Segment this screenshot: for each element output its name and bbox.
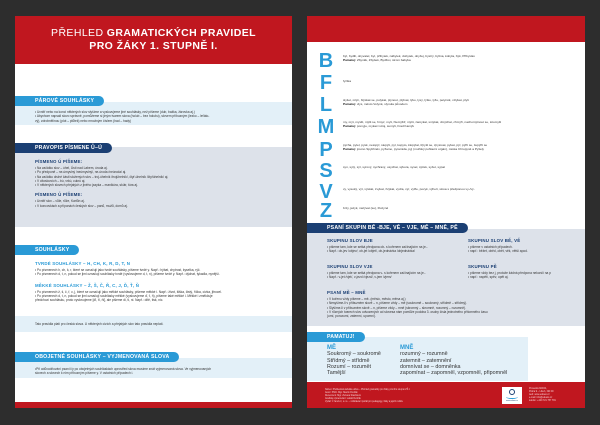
remember-text: jméno Spytihněv, pyžamo, pyramida, pyj (mužský pohlavní orgán), města Chropyně a Pyšely	[356, 147, 484, 152]
text-line: •Při odůvodňování psaní i/y po obojetných souhláskách uprostřed slova musíme znát vyjmenovaná slova. Ve vyjmenovaných	[35, 367, 212, 371]
text-line: • V koncovkách a příponách českých slov – panů, mužů, domů aj.	[35, 203, 128, 208]
text-line: • V kořenu vždy píšeme – mě- (měsíc, město, měna aj.)	[327, 297, 406, 301]
contact-line: Prosecká 824/24,	[529, 388, 547, 390]
contact-line: e-mail: info@eduwo.cz	[529, 397, 553, 399]
credit-line: Název: Přehledová tabulka učiva – Přehled gramatiky pro žáky prvního stupně ZŠ I.	[325, 389, 411, 391]
text-line: • Po předponě – ne-úmyslný /neúmyslný/, ne-úroda /neúroda/ aj.	[35, 170, 127, 175]
remember-label: Pamatuj:	[343, 124, 357, 129]
group-block-pe	[468, 264, 583, 280]
text-lines	[327, 271, 447, 280]
group-block-bje	[327, 238, 447, 254]
text-lines	[468, 271, 583, 280]
big-letter: F	[319, 72, 333, 94]
group-block-vje	[327, 264, 447, 280]
letter-row-f	[317, 73, 577, 93]
pamatuj-item: Tamější	[327, 370, 346, 377]
words-line: pýcha, pytel, pysk, netopýr, slepýš, pyl, kopyto, klopýtat, třpytit se, zpytovat, pykat, pýr, pýřit se, čepýřit se	[343, 143, 488, 147]
big-letter: M	[317, 116, 335, 138]
subheading: SKUPINU PĚ	[468, 264, 497, 269]
text-line: • V citoslovcích – bú, vrkú, cukrú aj.	[35, 178, 86, 183]
letter-row-p	[317, 140, 577, 160]
contact-line: telefon: +420 721 757 781	[529, 400, 556, 402]
section-heading-groups: PSANÍ SKUPIN BĚ -BJE, VĚ – VJE, MĚ – MNĚ, PĚ	[307, 223, 468, 233]
pamatuj-item: domnívat se – domněnka	[400, 363, 461, 370]
subheading: SKUPINU SLOV BJE	[327, 238, 373, 243]
letter-words: syn, sytý, sýr, syrový, sychravý, usychat, sýkora, sysel, sýček, syčet, sypat	[343, 165, 445, 169]
subheading: SKUPINU SLOV BĚ, VĚ	[468, 238, 521, 243]
column-heading: MĚ	[327, 345, 336, 351]
text-line: • Na začátku slov – úhel, Ústí nad Labem, úroda aj.	[35, 166, 108, 170]
pamatuj-col-me	[327, 345, 381, 376]
contact-line: Praha 9 – Libeň, 190 00	[529, 391, 554, 393]
footer	[307, 382, 585, 408]
text-lines	[35, 268, 282, 277]
note-text: Tato pravidla platí pro česká slova. U některých cizích a přejatých slov tato pravidla neplatí.	[35, 322, 164, 326]
text-line: • píšeme tam, kde se setká předpona ob- s kořenem začínajícím na je-.	[327, 245, 428, 249]
title-band	[15, 16, 292, 64]
letter-row-z	[317, 201, 577, 221]
subheading: MĚKKÉ SOUHLÁSKY – Ž, Š, Č, Ř, C, J, Ď, Ť, Ň	[35, 282, 140, 288]
letter-words: vy, vysoký, výt, výskat, zvykat, žvýkat, vydra, výr, vyžle, povyk, výheň, slova s předponou vy-/vý-	[343, 187, 475, 191]
title-light: PŘEHLED	[51, 27, 107, 39]
pamatuj-panel	[307, 337, 528, 381]
text-line: • V různých tvarech slov odvozených od slovesa nám pomůže podoba 3. osoby čísla jednotného přítomného času	[327, 309, 488, 314]
text-line: • např.: běžet, oběd, obět, věk, větší apod.	[468, 249, 528, 254]
subheading: PSANÍ MĚ – MNĚ	[327, 290, 366, 295]
poster-page-right	[307, 16, 585, 408]
text-line: • Po písmenech h, ch, k, r, které se označují jako tvrdé souhlásky, píšeme tvrdé y. Např.: hýbat, chytrost, kyselka, rýč.	[35, 268, 201, 272]
text-lines	[327, 297, 577, 318]
text-lines	[468, 245, 583, 254]
letter-words	[343, 98, 577, 107]
remember-line	[343, 124, 577, 128]
words-line: být, bydlit, obyvatel, byt, příbytek, nábytek, dobytek, obyčej, bystrý, bylina, kobyla, býk, Přibyslav	[343, 54, 475, 58]
letter-row-s	[317, 161, 577, 181]
text-line: • Po písmenech ž, š, č, ř, c, j, které se označují jako měkké souhlásky, píšeme měkké i. Např.: život, šiška, čistý, říčka, cívka, jitrocel.	[35, 289, 222, 294]
remember-line	[343, 58, 577, 62]
pamatuj-item: rozumný – rozumně	[400, 351, 448, 358]
text-line: • Abychom napsali slovo správně, pomůžeme si jiným tvarem slova (holub – bez holubu), slovem příbuzným (lezko – leťáto-	[35, 114, 210, 119]
section-heading-pravopis: PRAVOPIS PÍSMENE Ů–Ú	[15, 143, 112, 153]
footer-credits	[325, 389, 410, 404]
text-lines	[327, 245, 447, 254]
pamatuj-item: Rozumí – rozumět	[327, 363, 372, 370]
letter-row-m	[317, 117, 577, 137]
parove-text	[35, 110, 282, 123]
words-line: my, mýt, myslit, mýlit se, hmyz, myš, hlemýžď, mýtit, zamykat, smýkat, dmýchat, chmýří, nachomýtnout se, Litomyšl	[343, 120, 502, 124]
credit-line: Autor: PhDr. Mgr. Martin Dvořák	[325, 392, 358, 394]
text-line: • píšeme vždy bez j, protože žádná předpona nekončí na p	[468, 271, 551, 275]
section-heading-pamatuj: PAMATUJ!	[307, 332, 365, 342]
note-panel	[15, 316, 292, 332]
subheading: TVRDÉ SOUHLÁSKY – H, CH, K, R, D, T, N	[35, 261, 131, 266]
remember-text: pomyje, mykací stroj, sumýš, hrad Kamýk	[356, 124, 415, 129]
remember-text: Zbyněk, Zbyšek, Bydžov, strom babyka	[356, 58, 411, 63]
section-heading-parove: PÁROVÉ SOUHLÁSKY	[15, 96, 104, 106]
text-line: • Po písmenech d, t, n, pokud se jimi označují souhlásky měkké (vyslovujeme ď, ť, ň), píšeme také měkké i. Měkké i změkčuje	[35, 293, 213, 298]
remember-label: Pamatuj:	[343, 102, 357, 107]
text-line: • Nesyšíme-li v příbuzném slově – n, píšeme vždy – mě (soukromě – soukromý, střídmě – střídmý).	[327, 301, 467, 306]
bottom-bar	[15, 402, 292, 408]
text-line: (umí, porozumí, zatemní, upomní).	[327, 314, 376, 319]
pamatuj-item: zapomínat – zapomněl, vzpomněl, připomněl	[400, 370, 508, 377]
pamatuj-item: zatemnit – zatemnění	[400, 357, 452, 364]
text-line: předchozí souhlásku, proto vyslovujeme [ďi, ťi, ňi], ale píšeme di, ti, ni. Např.: dítě, tisk, nic.	[35, 298, 164, 303]
text-line: • píšeme tam, kde se setká předpona v- s kořenem začínajícím na je-.	[327, 271, 426, 275]
big-letter: B	[318, 50, 334, 72]
remember-label: Pamatuj:	[343, 58, 357, 63]
text-line: • např.: napětí, spěv, opět aj.	[468, 275, 509, 280]
text-line: • Např.: ob-jev /objev/, ob-jet /objet/, ob-jednávka /objednávka/	[327, 249, 415, 254]
text-lines	[35, 166, 282, 187]
subheading: PÍSMENO Ů PÍŠEME:	[35, 192, 83, 198]
text-line: • píšeme v ostatních případech.	[468, 245, 513, 249]
text-line: • V některých slovech přejatých z jiného jazyka – manikúra, skútr, túra aj.	[35, 183, 138, 188]
letter-row-l	[317, 95, 577, 115]
text-lines	[35, 199, 282, 208]
text-line: • Uvnitř slov – vůle, růže, Kartůn aj.	[35, 199, 85, 204]
publisher-logo	[502, 387, 522, 404]
pamatuj-item: Střídmý – střídmě	[327, 357, 370, 364]
subheading: PÍSMENO Ú PÍŠEME:	[35, 159, 83, 164]
poster-page-left	[15, 16, 292, 408]
page-title-line-1	[51, 27, 256, 40]
obojetne-text	[35, 367, 282, 376]
letter-row-v	[317, 182, 577, 202]
letter-words: brzy, jazyk, nazývat (se), Ruzyně	[343, 206, 389, 210]
contact-line: web: www.eduwo.cz	[529, 394, 550, 396]
pamatuj-col-mne	[400, 345, 507, 376]
title-bold: GRAMATICKÝCH PRAVIDEL	[106, 27, 256, 39]
credit-line: Vydal: © fand.cz, s.r.o. – vzdělávací portál pro pedagogy, žáky a jejich rodiče	[325, 401, 403, 403]
group-block-be-ve	[468, 238, 583, 254]
logo-url: www.eduwo.cz	[506, 400, 518, 403]
letter-words	[343, 120, 577, 129]
big-letter: V	[319, 181, 333, 203]
text-lines	[35, 290, 282, 303]
letter-row-b	[317, 51, 577, 71]
remember-label: Pamatuj:	[343, 147, 357, 152]
pamatuj-item: Soukromý – soukromě	[327, 351, 381, 358]
page-title-line-2: PRO ŽÁKY 1. STUPNĚ I.	[89, 40, 218, 52]
footer-contact	[529, 388, 556, 403]
top-band	[307, 16, 585, 42]
text-line: • Na začátku druhé části složených slov – troj-úhelník /trojúhelník/, čtyř-úhelník /čtyřúhelník/ aj.	[35, 174, 169, 179]
words-line: slyšet, mlýn, blýskat se, polykat, plynout, plýtvat, lýko, lysý, lýtko, lyže, pelyněk, vzlykat, plyš	[343, 98, 469, 102]
section-heading-souhlasky: SOUHLÁSKY	[15, 245, 79, 255]
letter-words: fyzika	[343, 79, 351, 83]
letter-words	[343, 143, 577, 152]
remember-line	[343, 102, 577, 106]
text-line: • Uvnitř nebo na konci některých slov slyšíme a vyslovujeme jiné souhlásky, než píšeme (dub, bažka, žárovka aj.)	[35, 110, 195, 114]
souhlasky-block	[35, 261, 282, 302]
group-block-me-mne	[327, 290, 577, 318]
text-line: • Např.: v-jet /vjet/, v-jezd /vjezd/, v-jem /vjem/	[327, 275, 392, 280]
column-heading: MNĚ	[400, 345, 414, 351]
big-letter: S	[319, 160, 333, 182]
big-letter: P	[319, 139, 333, 161]
section-heading-obojetne: OBOJETNÉ SOUHLÁSKY – VYJMENOVANÁ SLOVA	[15, 352, 179, 362]
subheading: SKUPINU SLOV VJE	[327, 264, 373, 269]
credit-line: Recenzent: Mgr. Zuzana Slavíková	[325, 395, 361, 397]
letter-words	[343, 54, 577, 63]
remember-text: vlys, město Volyně, slynula původem	[356, 102, 408, 107]
text-line: slovech a slovech k nim příbuzným píšeme y. V ostatních případech i.	[35, 371, 134, 376]
remember-line	[343, 147, 577, 151]
big-letter: Z	[319, 200, 333, 222]
credit-line: Grafické zpracování: Lukáš Dvořák	[325, 398, 361, 400]
text-line: • Slyšíme-li v příbuzném slově – n, píšeme vždy – mně (skromný – skromně, rozumný – rozumně).	[327, 305, 466, 310]
logo-head-icon	[509, 389, 515, 395]
text-line: vý), zdrobnělinou (plot – plůtek) nebo množným číslem (had – hady)	[35, 118, 132, 123]
logo-book-icon	[506, 395, 518, 399]
big-letter: L	[319, 94, 333, 116]
text-line: • Po písmenech d, t, n, pokud se jimi označují souhlásky tvrdé (vyslovujeme d, t, n), píšeme tvrdé y. Např.: dýchat, tykadla, nynější.	[35, 272, 220, 277]
pravopis-u-block	[35, 159, 282, 208]
